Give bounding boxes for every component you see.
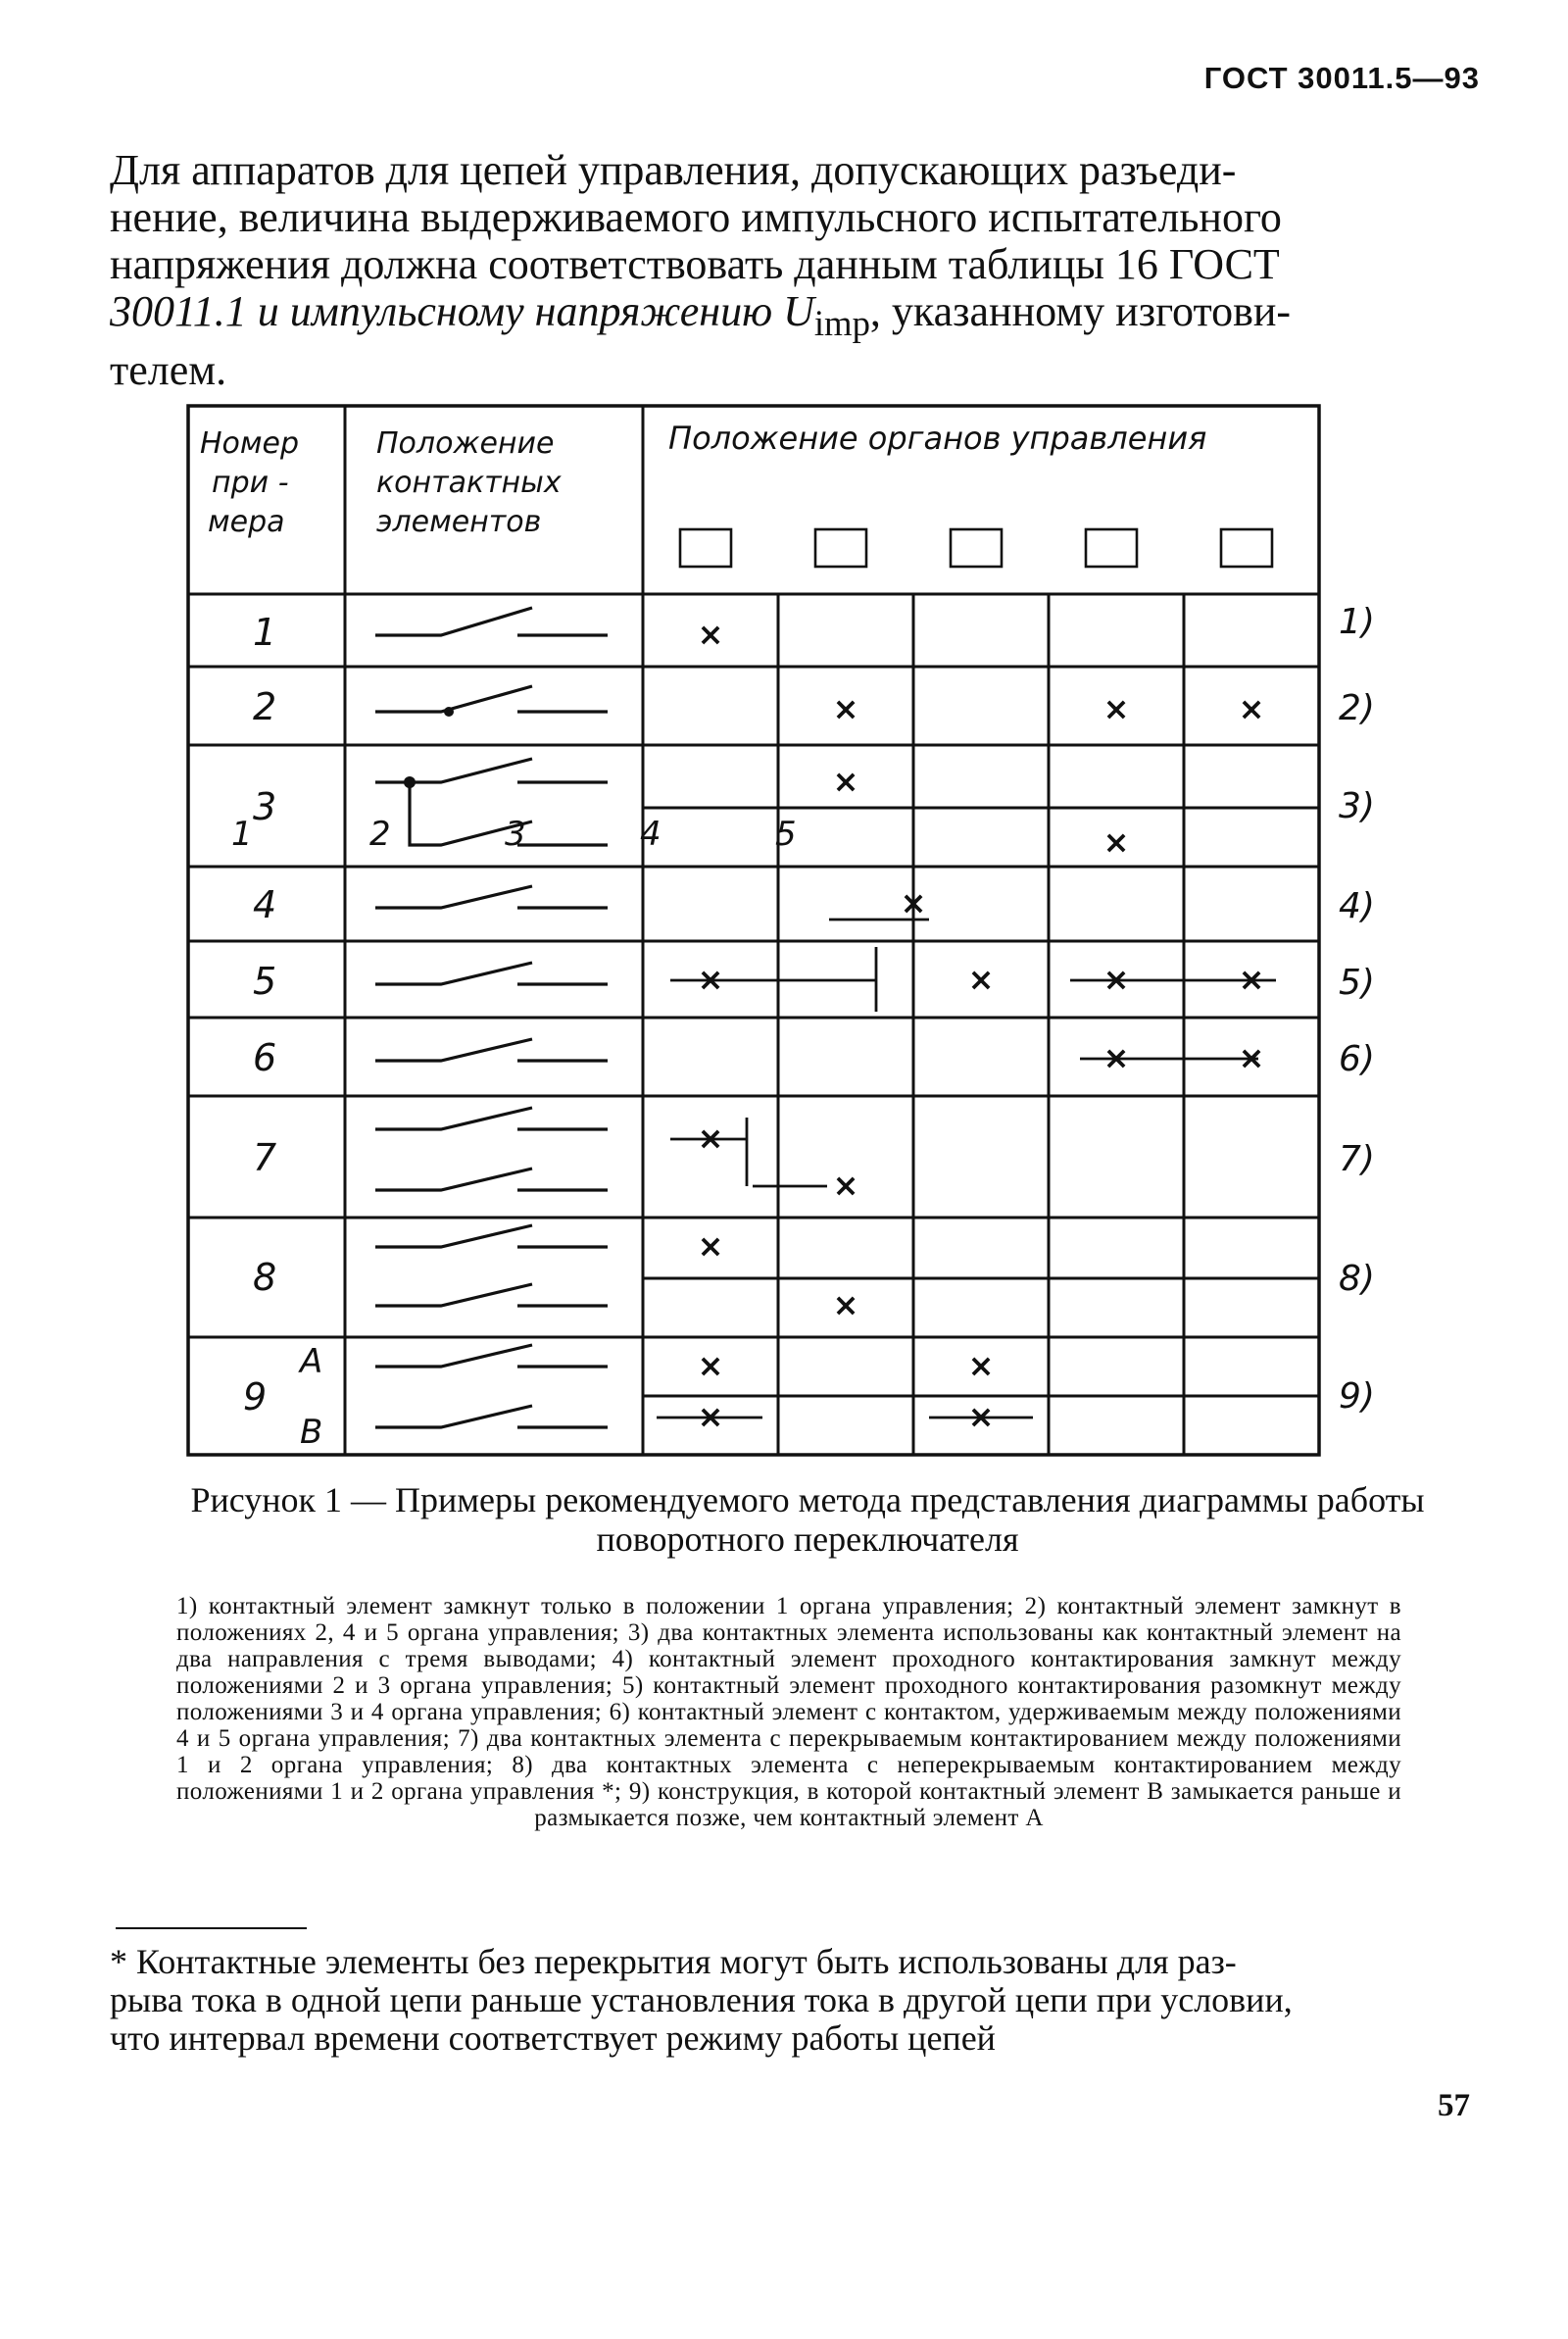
note-ref: 7) (1339, 1139, 1375, 1179)
table-grid (188, 406, 1319, 1455)
row-number: 7 (253, 1136, 277, 1179)
contact-symbol (375, 963, 608, 984)
closure-mark: × (1102, 961, 1130, 998)
position-label: 1 (231, 815, 253, 854)
contact-symbol (375, 608, 608, 635)
contact-symbol (375, 1284, 608, 1306)
position-label: 5 (775, 815, 797, 854)
intro-line: Для аппаратов для цепей управления, допускающих разъеди- (110, 146, 1237, 194)
figure-caption (102, 1480, 1513, 1559)
closure-marks (698, 616, 1265, 1435)
caption-line: Рисунок 1 — Примеры рекомендуемого метода представления диаграммы работы (190, 1480, 1425, 1519)
note-ref: 6) (1339, 1039, 1375, 1079)
closure-mark: × (967, 1347, 995, 1384)
footnote-line: * Контактные элементы без перекрытия могут быть использованы для раз- (110, 1942, 1237, 1981)
row-number: 8 (253, 1256, 277, 1299)
position-label: 3 (505, 815, 526, 854)
closure-mark: × (1102, 823, 1130, 861)
closure-mark: × (832, 690, 859, 727)
contact-symbol (375, 1345, 608, 1367)
row-number: 2 (253, 685, 277, 728)
note-ref: 4) (1339, 886, 1375, 926)
closure-mark: × (1102, 1039, 1130, 1076)
contact-symbol (375, 1225, 608, 1247)
sub-label-b: B (300, 1413, 323, 1452)
page-number: 57 (1438, 2088, 1470, 2123)
note-ref: 1) (1339, 602, 1375, 642)
closure-mark: × (832, 1286, 859, 1323)
header-number-line: мера (208, 505, 285, 539)
footnote-line: что интервал времени соответствует режиму работы цепей (110, 2018, 996, 2058)
header-position-line: контактных (376, 466, 562, 500)
closure-mark: × (697, 1398, 724, 1435)
switch-diagram-figure (184, 402, 1375, 1459)
intro-line (110, 288, 1467, 347)
closure-mark: × (967, 961, 995, 998)
row-number: 9 (243, 1375, 268, 1418)
contact-dot (404, 776, 416, 788)
row-number: 3 (253, 785, 277, 828)
note-ref: 8) (1339, 1259, 1375, 1299)
control-position-boxes (680, 529, 1272, 567)
closure-mark: × (832, 1167, 859, 1204)
contact-dot (444, 707, 454, 717)
closure-mark: × (1238, 1039, 1265, 1076)
figure-notes: 1) контактный элемент замкнут только в положении 1 органа управления; 2) контактный элемент замкнут в положениях 2, 4 и 5 органа управления; 3) два контактных элемента использованы как контактный элемент на два направления с тремя выводами; 4) контактный элемент проходного контактирования замкнут между положениями 2 и 3 органа управления; 5) контактный элемент проходного контактирования разомкнут между положениями 3 и 4 органа управления; 6) контактный элемент с контактом, удерживаемым между положениями 4 и 5 органа управления; 7) два контактных элемента с перекрываемым контактированием между положениями 1 и 2 органа управления; 8) два контактных элемента с неперекрываемым контактированием между положениями 1 и 2 органа управления *; 9) конструкция, в которой контактный элемент В замыкается раньше и размыкается позже, чем контактный элемент А (176, 1593, 1401, 1831)
row-number: 6 (253, 1036, 277, 1079)
closure-mark: × (900, 884, 927, 921)
closure-mark: × (697, 1227, 724, 1265)
position-label: 4 (640, 815, 662, 854)
contact-symbol (375, 1108, 608, 1129)
closure-mark: × (967, 1398, 995, 1435)
sub-label-a: A (300, 1342, 323, 1381)
intro-line: нение, величина выдерживаемого импульсного испытательного (110, 193, 1282, 241)
contact-symbol (375, 1169, 608, 1190)
header-position-line: элементов (376, 505, 542, 539)
closure-mark: × (1238, 961, 1265, 998)
row-number: 5 (253, 960, 277, 1003)
standard-header: ГОСТ 30011.5—93 (1203, 61, 1480, 95)
row-number: 1 (253, 611, 277, 654)
intro-line: телем. (110, 345, 227, 394)
closure-mark: × (697, 1120, 724, 1157)
uimp-subscript: imp (813, 302, 870, 343)
contact-symbol (375, 1406, 608, 1427)
note-ref: 9) (1339, 1376, 1375, 1417)
row-number: 4 (253, 883, 277, 926)
position-label: 2 (369, 815, 391, 854)
contact-symbol (375, 686, 608, 712)
header-number-line: Номер (200, 426, 300, 461)
closure-mark: × (697, 1347, 724, 1384)
note-ref: 2) (1339, 688, 1375, 728)
intro-paragraph (110, 147, 1467, 394)
closure-mark: × (697, 616, 724, 653)
intro-line: напряжения должна соответствовать данным таблицы 16 ГОСТ (110, 240, 1280, 288)
header-number-line: при - (212, 466, 289, 500)
contact-symbol (375, 1039, 608, 1061)
footnote-line: рыва тока в одной цепи раньше установления тока в другой цепи при условии, (110, 1980, 1293, 2019)
note-references (1339, 602, 1375, 1417)
header-controls: Положение органов управления (668, 420, 1207, 457)
note-ref: 5) (1339, 963, 1375, 1003)
footnote-separator (116, 1927, 307, 1929)
caption-line: поворотного переключателя (596, 1519, 1019, 1559)
note-ref: 3) (1339, 786, 1375, 826)
contact-symbol (375, 886, 608, 908)
closure-mark: × (697, 961, 724, 998)
footnote (110, 1943, 1472, 2058)
uimp-symbol: 30011.1 и импульсному напряжению U (110, 287, 814, 335)
switch-diagram-svg (184, 402, 1375, 1459)
header-position-line: Положение (376, 426, 555, 461)
intro-line-tail: , указанному изготови- (869, 287, 1292, 335)
closure-mark: × (1102, 690, 1130, 727)
closure-mark: × (832, 763, 859, 800)
closure-mark: × (1238, 690, 1265, 727)
contact-dots (404, 707, 454, 788)
